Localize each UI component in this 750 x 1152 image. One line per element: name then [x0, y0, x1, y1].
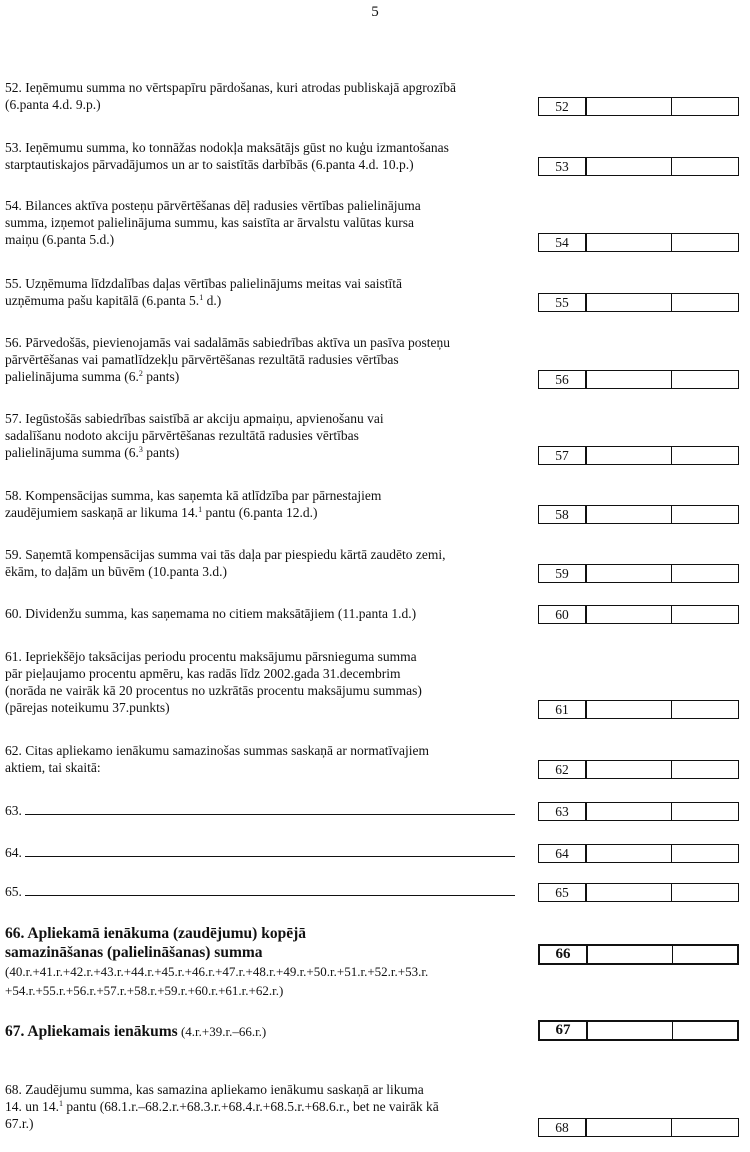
row-67-value-field[interactable] [588, 1022, 673, 1039]
row-62-code-box[interactable] [538, 760, 739, 779]
row-61-value-field-2[interactable] [672, 701, 738, 718]
row-53-value-field-2[interactable] [672, 158, 738, 175]
row-63-code-box[interactable] [538, 802, 739, 821]
row-52-value-field-2[interactable] [672, 98, 738, 115]
row-64-text: 64. [5, 844, 535, 861]
row-62-value-field[interactable] [587, 761, 672, 778]
row-65-text: 65. [5, 883, 535, 900]
row-56-value-field-2[interactable] [672, 371, 738, 388]
row-64-code: 64 [539, 845, 587, 862]
row-56-code-box[interactable] [538, 370, 739, 389]
row-66-code: 66 [540, 946, 588, 963]
row-52-text: 52. Ieņēmumu summa no vērtspapīru pārdošanas, kuri atrodas publiskajā apgrozībā (6.panta 4.d. 9.p.) [5, 80, 457, 112]
row-53-code-box[interactable] [538, 157, 739, 176]
row-63-value-field[interactable] [587, 803, 672, 820]
row-52-code: 52 [539, 98, 587, 115]
row-57-value-field-2[interactable] [672, 447, 738, 464]
row-58-text: 58. Kompensācijas summa, kas saņemta kā atlīdzība par pārnestajiem zaudējumiem saskaņā ar likuma 14.$^1$ pantu (6.panta 12.d.) [5, 488, 382, 520]
row-64-value-field-2[interactable] [672, 845, 738, 862]
row-59-text: 59. Saņemtā kompensācijas summa vai tās daļa par piespiedu kārtā zaudēto zemi, ēkām, to daļām un būvēm (10.panta 3.d.) [5, 547, 446, 579]
row-59-value-field-2[interactable] [672, 565, 738, 582]
row-60-code-box[interactable] [538, 605, 739, 624]
row-67-text: 67. Apliekamais ienākums (4.r.+39.r.–66.r.) [5, 1023, 267, 1040]
row-64-value-field[interactable] [587, 845, 672, 862]
row-60-code: 60 [539, 606, 587, 623]
row-58-value-field[interactable] [587, 506, 672, 523]
row-63-text: 63. [5, 802, 535, 819]
row-66-value-field[interactable] [588, 946, 673, 963]
row-62-text: 62. Citas apliekamo ienākumu samazinošas summas saskaņā ar normatīvajiem aktiem, tai skaitā: [5, 743, 430, 775]
row-57-code: 57 [539, 447, 587, 464]
row-62-value-field-2[interactable] [672, 761, 738, 778]
row-54-value-field[interactable] [587, 234, 672, 251]
row-55-code: 55 [539, 294, 587, 311]
row-68-code-box[interactable] [538, 1118, 739, 1137]
row-60-value-field[interactable] [587, 606, 672, 623]
row-55-value-field[interactable] [587, 294, 672, 311]
row-57-text: 57. Iegūstošās sabiedrības saistībā ar akciju apmaiņu, apvienošanu vai sadalīšanu nodoto akciju pārvērtēšanas rezultātā radusies vērtības palielinājuma summa (6.$^3$ pants) [5, 411, 384, 460]
row-68-value-field-2[interactable] [672, 1119, 738, 1136]
row-58-code: 58 [539, 506, 587, 523]
row-55-code-box[interactable] [538, 293, 739, 312]
row-61-code-box[interactable] [538, 700, 739, 719]
row-59-value-field[interactable] [587, 565, 672, 582]
row-53-value-field[interactable] [587, 158, 672, 175]
row-57-value-field[interactable] [587, 447, 672, 464]
row-56-code: 56 [539, 371, 587, 388]
row-66-text: 66. Apliekamā ienākuma (zaudējumu) kopējā samazināšanas (palielināšanas) summa (40.r.+41.r.+42.r.+43.r.+44.r.+45.r.+46.r.+47.r.+48.r.+49.r.+50.r.+51.r.+52.r.+53.r. +54.r.+55.r.+56.r.+57.r.+58.r.+59.r.+60.r.+61.r.+62.r.) [5, 925, 429, 998]
row-68-value-field[interactable] [587, 1119, 672, 1136]
row-58-value-field-2[interactable] [672, 506, 738, 523]
row-59-code: 59 [539, 565, 587, 582]
row-66-code-box[interactable] [538, 944, 739, 965]
row-64-fill-line[interactable] [25, 855, 515, 857]
row-63-code: 63 [539, 803, 587, 820]
row-61-value-field[interactable] [587, 701, 672, 718]
row-58-code-box[interactable] [538, 505, 739, 524]
row-68-text: 68. Zaudējumu summa, kas samazina apliekamo ienākumu saskaņā ar likuma 14. un 14.$^1$ pantu (68.1.r.–68.2.r.+68.3.r.+68.4.r.+68.5.r.+68.6.r., bet ne vairāk kā 67.r.) [5, 1082, 439, 1131]
row-59-code-box[interactable] [538, 564, 739, 583]
row-52-value-field[interactable] [587, 98, 672, 115]
row-55-value-field-2[interactable] [672, 294, 738, 311]
row-65-code-box[interactable] [538, 883, 739, 902]
row-52-code-box[interactable] [538, 97, 739, 116]
row-66-value-field-2[interactable] [673, 946, 737, 963]
row-60-text: 60. Dividenžu summa, kas saņemama no citiem maksātājiem (11.panta 1.d.) [5, 606, 417, 621]
row-62-code: 62 [539, 761, 587, 778]
row-65-code: 65 [539, 884, 587, 901]
row-63-fill-line[interactable] [25, 813, 515, 815]
row-54-text: 54. Bilances aktīva posteņu pārvērtēšanas dēļ radusies vērtības palielinājuma summa, izņemot palielinājuma summu, kas saistīta ar ārvalstu valūtas kursa maiņu (6.panta 5.d.) [5, 198, 421, 247]
row-54-value-field-2[interactable] [672, 234, 738, 251]
row-68-code: 68 [539, 1119, 587, 1136]
row-56-text: 56. Pārvedošās, pievienojamās vai sadalāmās sabiedrības aktīva un pasīva posteņu pārvērtēšanas vai pamatlīdzekļu pārvērtēšanas rezultātā radusies vērtības palielinājuma summa (6.$^2$ pants) [5, 335, 451, 384]
row-53-code: 53 [539, 158, 587, 175]
row-53-text: 53. Ieņēmumu summa, ko tonnāžas nodokļa maksātājs gūst no kuģu izmantošanas starptautiskajos pārvadājumos un ar to saistītās darbībās (6.panta 4.d. 10.p.) [5, 140, 449, 172]
row-64-code-box[interactable] [538, 844, 739, 863]
row-63-value-field-2[interactable] [672, 803, 738, 820]
row-61-text: 61. Iepriekšējo taksācijas periodu procentu maksājumu pārsnieguma summa pār pieļaujamo procentu apmēru, kas radās līdz 2002.gada 31.decembrim (norāda ne vairāk kā 20 procentus no uzkrātās procentu maksājumu summas) (pārejas noteikumu 37.punkts) [5, 649, 422, 715]
row-57-code-box[interactable] [538, 446, 739, 465]
page-number: 5 [371, 4, 379, 20]
row-60-value-field-2[interactable] [672, 606, 738, 623]
row-56-value-field[interactable] [587, 371, 672, 388]
row-55-text: 55. Uzņēmuma līdzdalības daļas vērtības palielinājums meitas vai saistītā uzņēmuma pašu kapitālā (6.panta 5.$^1$ d.) [5, 276, 403, 308]
row-67-code-box[interactable] [538, 1020, 739, 1041]
row-65-fill-line[interactable] [25, 894, 515, 896]
row-54-code-box[interactable] [538, 233, 739, 252]
row-65-value-field-2[interactable] [672, 884, 738, 901]
row-67-value-field-2[interactable] [673, 1022, 737, 1039]
row-61-code: 61 [539, 701, 587, 718]
row-54-code: 54 [539, 234, 587, 251]
row-65-value-field[interactable] [587, 884, 672, 901]
row-67-code: 67 [540, 1022, 588, 1039]
